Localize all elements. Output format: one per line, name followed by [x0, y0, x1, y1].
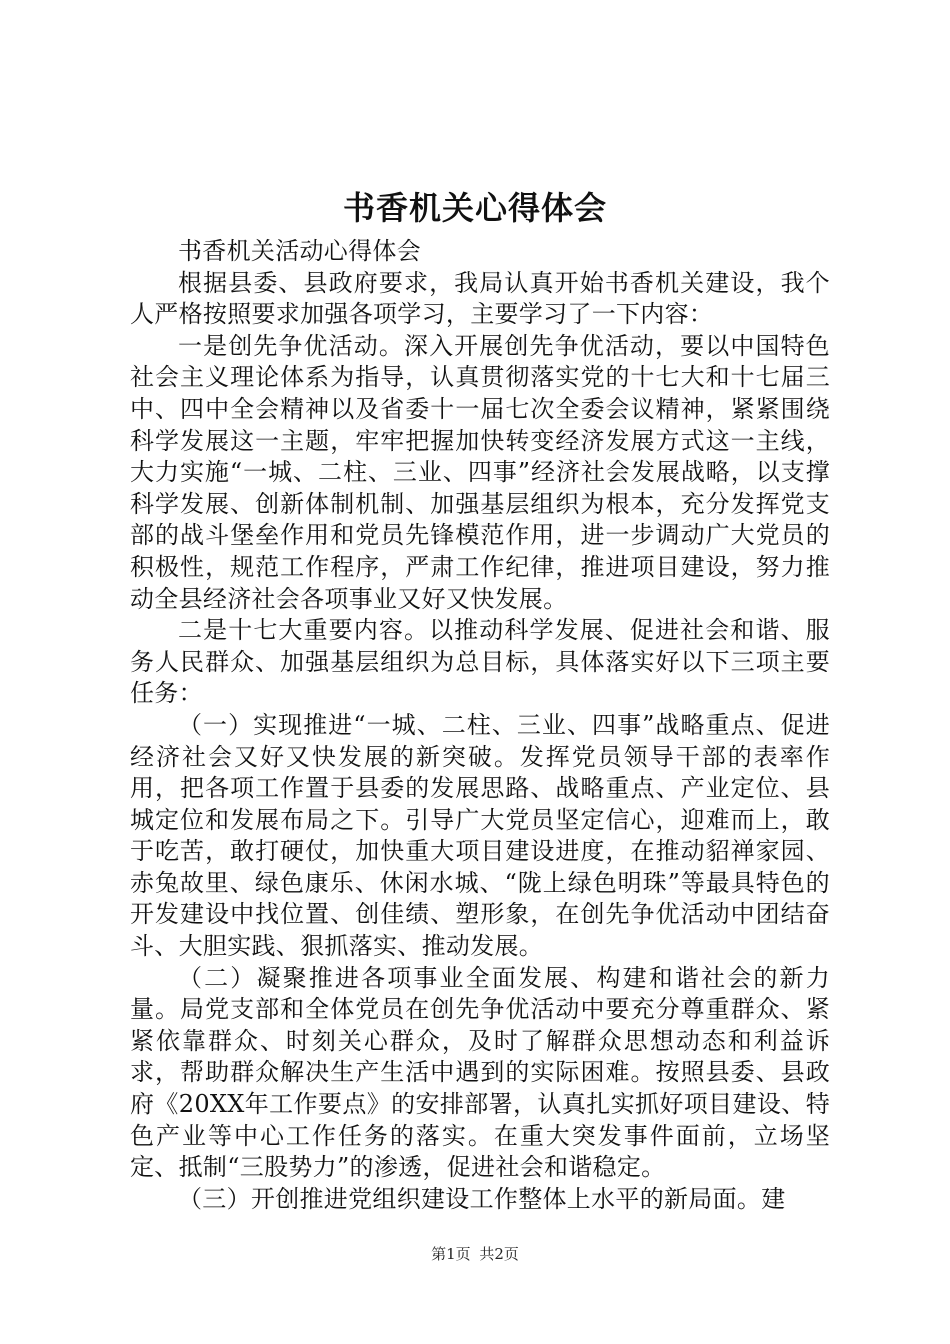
paragraph-task-three: （三）开创推进党组织建设工作整体上水平的新局面。建 [178, 1184, 786, 1213]
paragraph-point-one: 一是创先争优活动。深入开展创先争优活动，要以中国特色社会主义理论体系为指导，认真贯彻落实党的十七大和十七届三中、四中全会精神以及省委十一届七次全委会议精神，紧紧围绕科学发展这一主题，牢牢把握加快转变经济发展方式这一主线，大力实施“一城、二柱、三业、四事”经济社会发展战略，以支撑科学发展、创新体制机制、加强基层组织为根本，充分发挥党支部的战斗堡垒作用和党员先锋模范作用，进一步调动广大党员的积极性，规范工作程序，严肃工作纪律，推进项目建设，努力推动全县经济社会各项事业又好又快发展。 [130, 331, 830, 613]
document-title: 书香机关心得体会 [342, 189, 607, 227]
paragraph-intro: 根据县委、县政府要求，我局认真开始书香机关建设，我个人严格按照要求加强各项学习，主要学习了一下内容： [130, 268, 830, 329]
paragraph-task-one: （一）实现推进“一城、二柱、三业、四事”战略重点、促进经济社会又好又快发展的新突破。发挥党员领导干部的表率作用，把各项工作置于县委的发展思路、战略重点、产业定位、县城定位和发展布局之下。引导广大党员坚定信心，迎难而上，敢于吃苦，敢打硬仗，加快重大项目建设进度，在推动貂禅家园、赤兔故里、绿色康乐、休闲水城、“陇上绿色明珠”等最具特色的开发建设中找位置、创佳绩、塑形象，在创先争优活动中团结奋斗、大胆实践、狠抓落实、推动发展。 [130, 710, 830, 961]
paragraph-subtitle: 书香机关活动心得体会 [178, 237, 421, 265]
page-number: 第1页 [431, 1245, 471, 1263]
page-footer [0, 1244, 950, 1264]
document-body [130, 236, 830, 1215]
paragraph-point-two: 二是十七大重要内容。以推动科学发展、促进社会和谐、服务人民群众、加强基层组织为总目标，具体落实好以下三项主要任务： [130, 616, 830, 708]
page-total: 共2页 [479, 1245, 519, 1263]
paragraph-task-two: （二）凝聚推进各项事业全面发展、构建和谐社会的新力量。局党支部和全体党员在创先争优活动中要充分尊重群众、紧紧依靠群众、时刻关心群众，及时了解群众思想动态和利益诉求，帮助群众解决生产生活中遇到的实际困难。按照县委、县政府《20XX年工作要点》的安排部署，认真扎实抓好项目建设、特色产业等中心工作任务的落实。在重大突发事件面前，立场坚定、抵制“三股势力”的渗透，促进社会和谐稳定。 [130, 963, 830, 1182]
